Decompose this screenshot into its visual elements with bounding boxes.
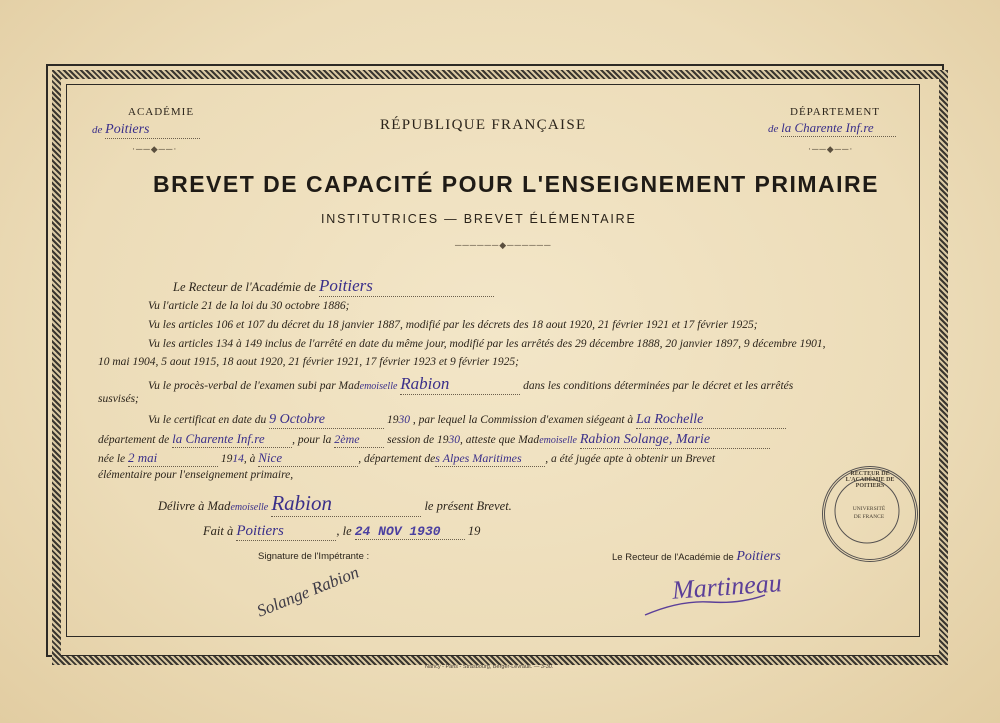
line7-pre: née le [98, 453, 126, 465]
line6-mid2: session de 19 [387, 434, 449, 446]
vu5-text: Vu le certificat en date du [148, 414, 267, 426]
birth-departement: s Alpes Maritimes [435, 451, 545, 467]
recteur-label-line [612, 549, 781, 565]
delivre-pre: Délivre à Mad [158, 499, 231, 513]
issue-date-stamp: 24 NOV 1930 [355, 524, 465, 540]
delivre-post: le présent Brevet. [424, 499, 512, 513]
academie-value: Poitiers [105, 122, 200, 139]
ornament-left: ·──◆──· [132, 144, 178, 154]
commission-city: La Rochelle [636, 412, 786, 429]
vu4-hand: emoiselle [359, 381, 398, 392]
session-year: 30 [448, 434, 460, 446]
line7-mid2: , département de [358, 453, 436, 465]
recteur-intro-line [173, 276, 494, 297]
departement-value: la Charente Inf.re [781, 120, 896, 137]
vu5-mid: , par lequel la Commission d'examen siégeant à [412, 414, 634, 426]
line6-hand: emoiselle [539, 435, 577, 446]
line6-pre: département de [98, 434, 170, 446]
vu-line-8: élémentaire pour l'enseignement primaire, [98, 469, 294, 481]
vu-line-2: Vu les articles 106 et 107 du décret du 18 janvier 1887, modifié par les décrets des 18 aout 1920, 21 février 1921 et 17 février 1925; [148, 319, 758, 331]
signature-flourish [640, 590, 770, 620]
vu-line-6 [98, 431, 770, 449]
vu-line-7 [98, 450, 715, 467]
academie-prefix: de [92, 124, 103, 136]
vu-line-5 [148, 412, 786, 429]
commission-departement: la Charente Inf.re [172, 431, 292, 448]
line7-year-pre: 19 [220, 453, 233, 465]
republic-heading: RÉPUBLIQUE FRANÇAISE [380, 117, 587, 133]
recipient-name: Rabion [271, 491, 421, 517]
recteur-intro: Le Recteur de l'Académie de [173, 280, 316, 294]
vu-line-4a [148, 374, 793, 395]
issue-city: Poitiers [236, 523, 336, 541]
vu5-year-pre: 19 [387, 414, 399, 426]
candidate-name-1: Rabion [400, 374, 520, 395]
departement-prefix: de [768, 123, 779, 135]
certificate-date: 9 Octobre [269, 412, 384, 429]
vu-line-3b: 10 mai 1904, 5 aout 1915, 18 aout 1920, 21 février 1921, 17 février 1923 et 9 février 1925; [98, 356, 519, 368]
birth-year: 14 [232, 453, 244, 465]
vu-line-3a: Vu les articles 134 à 149 inclus de l'arrêté en date du même jour, modifié par les arrêtés des 29 décembre 1888, 20 janvier 1897, 9 décembre 1901, [148, 338, 826, 350]
document-subtitle: INSTITUTRICES — BREVET ÉLÉMENTAIRE [321, 212, 637, 226]
candidate-full-name: Rabion Solange, Marie [580, 432, 770, 449]
delivre-hand: emoiselle [230, 502, 269, 513]
ornament-center: ──────◆────── [455, 240, 552, 250]
departement-label: DÉPARTEMENT [790, 106, 880, 118]
fait-pre: Fait à [203, 524, 234, 538]
printer-credit: Nancy - Paris - Strasbourg, Berger-Levrault. — 3-30. [425, 664, 554, 670]
academie-field [92, 122, 200, 139]
line7-mid: , à [243, 453, 256, 465]
ornament-right: ·──◆──· [808, 144, 854, 154]
delivre-line [158, 491, 512, 517]
birth-date: 2 mai [128, 450, 218, 467]
certificate-year: 30 [398, 414, 411, 426]
vu4-text: Vu le procès-verbal de l'examen subi par Mad [148, 380, 360, 392]
impetrante-signature: Solange Rabion [254, 562, 362, 621]
document-title: BREVET DE CAPACITÉ POUR L'ENSEIGNEMENT PRIMAIRE [153, 171, 879, 197]
seal-outer-text: RECTEUR DE L'ACADÉMIE DE POITIERS [845, 471, 895, 489]
recteur-academie: Poitiers [319, 276, 494, 297]
academy-seal [822, 466, 918, 562]
birth-city: Nice [258, 450, 358, 467]
session-number: 2ème [334, 432, 384, 448]
vu-line-1: Vu l'article 21 de la loi du 30 octobre 1886; [148, 300, 350, 312]
recteur-signature: Martineau [671, 568, 783, 605]
line6-mid3: , atteste que Mad [459, 434, 540, 446]
fait-year: 19 [467, 524, 481, 538]
impetrante-label: Signature de l'Impétrante : [258, 551, 370, 562]
departement-field [768, 120, 896, 137]
vu-line-4b: susvisés; [98, 393, 139, 405]
recteur-label: Le Recteur de l'Académie de [612, 552, 734, 563]
line6-mid1: , pour la [292, 434, 332, 446]
fait-line [203, 523, 480, 541]
vu4-post: dans les conditions déterminées par le décret et les arrêtés [523, 380, 794, 392]
seal-inner-text: UNIVERSITÉ DE FRANCE [852, 506, 886, 520]
fait-le: , le [336, 524, 352, 538]
academie-label: ACADÉMIE [128, 106, 195, 118]
line7-post: , a été jugée apte à obtenir un Brevet [545, 453, 716, 465]
recteur-academie-sig: Poitiers [736, 549, 781, 564]
